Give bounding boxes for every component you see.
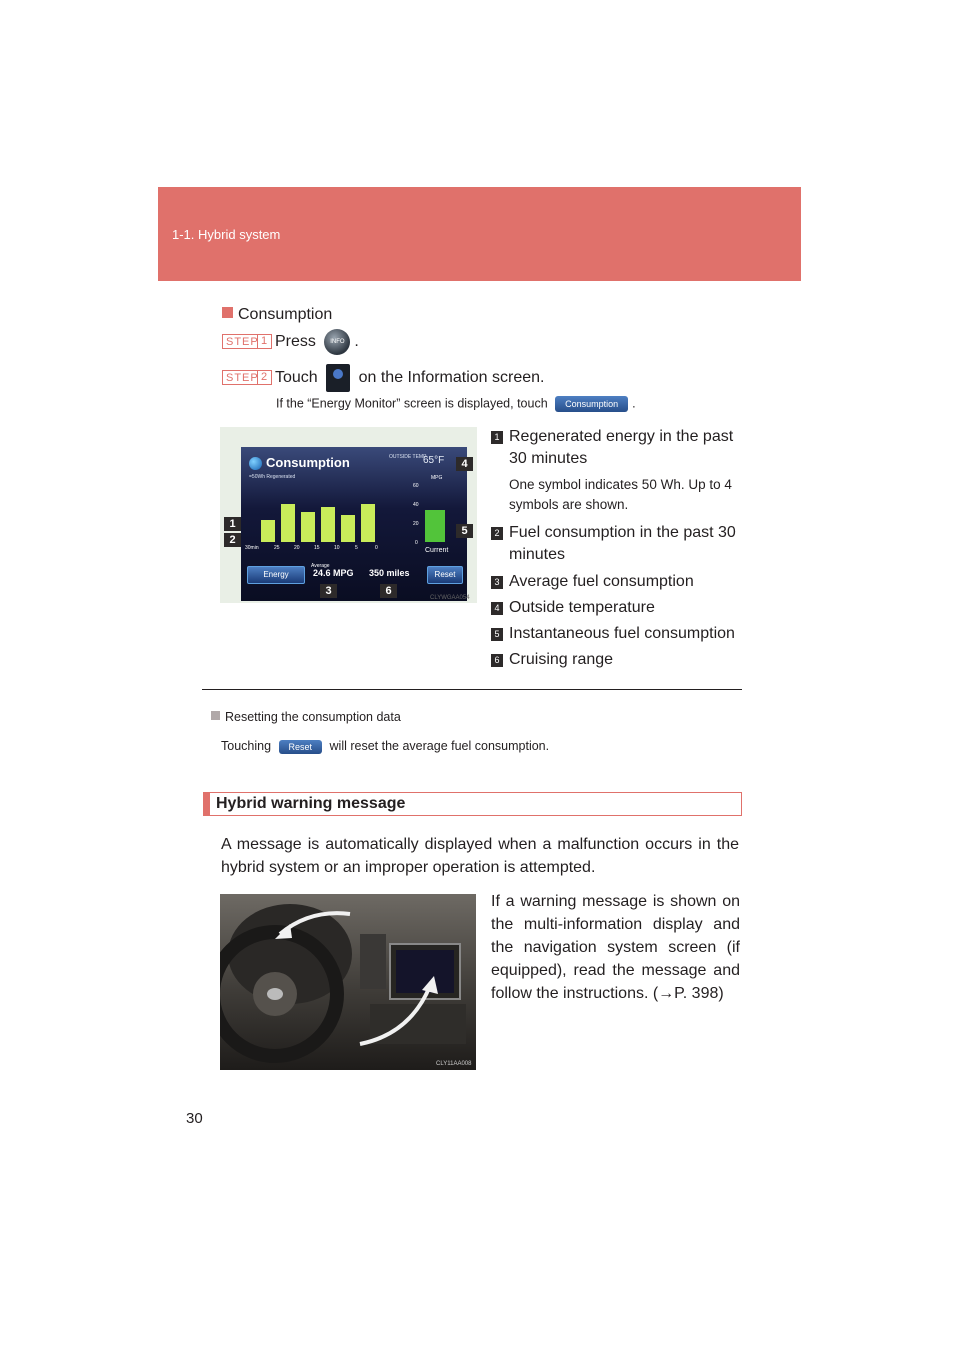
section-title: 1-1. Hybrid system [172, 227, 281, 242]
reset-heading: Resetting the consumption data [211, 710, 401, 724]
step-1-text: Press INFO . [275, 329, 359, 355]
x-tick: 15 [314, 545, 320, 551]
consumption-bar [361, 504, 375, 542]
callout-6: 6 [380, 584, 397, 598]
warning-heading: Hybrid warning message [203, 792, 742, 816]
callout-5: 5 [456, 524, 473, 538]
callout-1: 1 [224, 517, 241, 531]
divider [202, 689, 742, 690]
globe-icon [249, 457, 262, 470]
consumption-bar [321, 507, 335, 542]
average-value: 24.6 MPG [313, 568, 354, 578]
y-tick: 0 [415, 540, 418, 546]
legend-item-3: 3 Average fuel consumption [491, 571, 741, 593]
subheading-square-icon [211, 711, 220, 720]
callout-2: 2 [224, 533, 241, 547]
x-tick: 30min [245, 545, 259, 551]
legend-item-1: 1 Regenerated energy in the past 30 minutes [491, 426, 741, 470]
callout-4: 4 [456, 457, 473, 471]
legend-item-4: 4 Outside temperature [491, 597, 741, 619]
consumption-heading-text: Consumption [238, 306, 333, 323]
y-tick: 40 [413, 502, 419, 508]
temperature-value: 65°F [423, 455, 445, 466]
legend-item-6: 6 Cruising range [491, 649, 741, 671]
warning-instructions: If a warning message is shown on the multi-information display and the navigation system screen (if equipped), read the message and follow the instructions. (→P. 398) [491, 893, 740, 1002]
information-icon [326, 364, 350, 392]
x-tick: 10 [334, 545, 340, 551]
average-label: Average [311, 563, 330, 569]
page-number: 30 [186, 1110, 203, 1127]
heading-square-icon [222, 307, 233, 318]
x-tick: 5 [355, 545, 358, 551]
energy-monitor-note: If the “Energy Monitor” screen is displayed, touch Consumption . [276, 396, 636, 411]
x-tick: 0 [375, 545, 378, 551]
y-tick: 20 [413, 521, 419, 527]
regenerated-legend: =50Wh Regenerated [249, 474, 296, 480]
consumption-bar [281, 504, 295, 542]
info-button-icon: INFO [324, 329, 350, 355]
reset-button-icon: Reset [279, 740, 323, 754]
consumption-screen-image [220, 427, 477, 603]
screen-display [241, 447, 467, 601]
dashboard-image [220, 894, 476, 1070]
x-tick: 25 [274, 545, 280, 551]
reset-button: Reset [427, 566, 463, 584]
dashboard-illustration [220, 894, 476, 1070]
outside-temp-label: OUTSIDE TEMP [389, 454, 427, 460]
consumption-bar [301, 512, 315, 542]
screen-title: Consumption [266, 455, 350, 470]
legend-note: One symbol indicates 50 Wh. Up to 4 symbols are shown. [509, 477, 732, 512]
consumption-bar [341, 515, 355, 542]
energy-button: Energy [247, 566, 305, 584]
reset-text: Touching Reset will reset the average fuel consumption. [221, 739, 550, 753]
legend-item-5: 5 Instantaneous fuel consumption [491, 623, 741, 645]
warning-paragraph: A message is automatically displayed when a malfunction occurs in the hybrid system or an improper operation is attempted. [221, 836, 739, 876]
current-label: Current [425, 547, 449, 554]
step-2-text: Touch on the Information screen. [275, 364, 545, 392]
image-code: CLY11AA008 [436, 1061, 472, 1067]
header-band [158, 187, 801, 281]
consumption-heading [222, 306, 332, 324]
consumption-button-icon: Consumption [555, 396, 628, 412]
mpg-unit: MPG [431, 475, 443, 481]
image-code: CLYWGAA054 [430, 595, 470, 601]
callout-3: 3 [320, 584, 337, 598]
cruising-range-value: 350 miles [369, 568, 410, 578]
current-bar [425, 510, 445, 542]
y-tick: 60 [413, 483, 419, 489]
consumption-bars [255, 482, 455, 542]
step-1-badge: STEP 1 [222, 334, 272, 349]
step-2-badge: STEP 2 [222, 370, 272, 385]
consumption-bar [261, 520, 275, 542]
x-tick: 20 [294, 545, 300, 551]
legend-item-2: 2 Fuel consumption in the past 30 minutes [491, 522, 741, 566]
